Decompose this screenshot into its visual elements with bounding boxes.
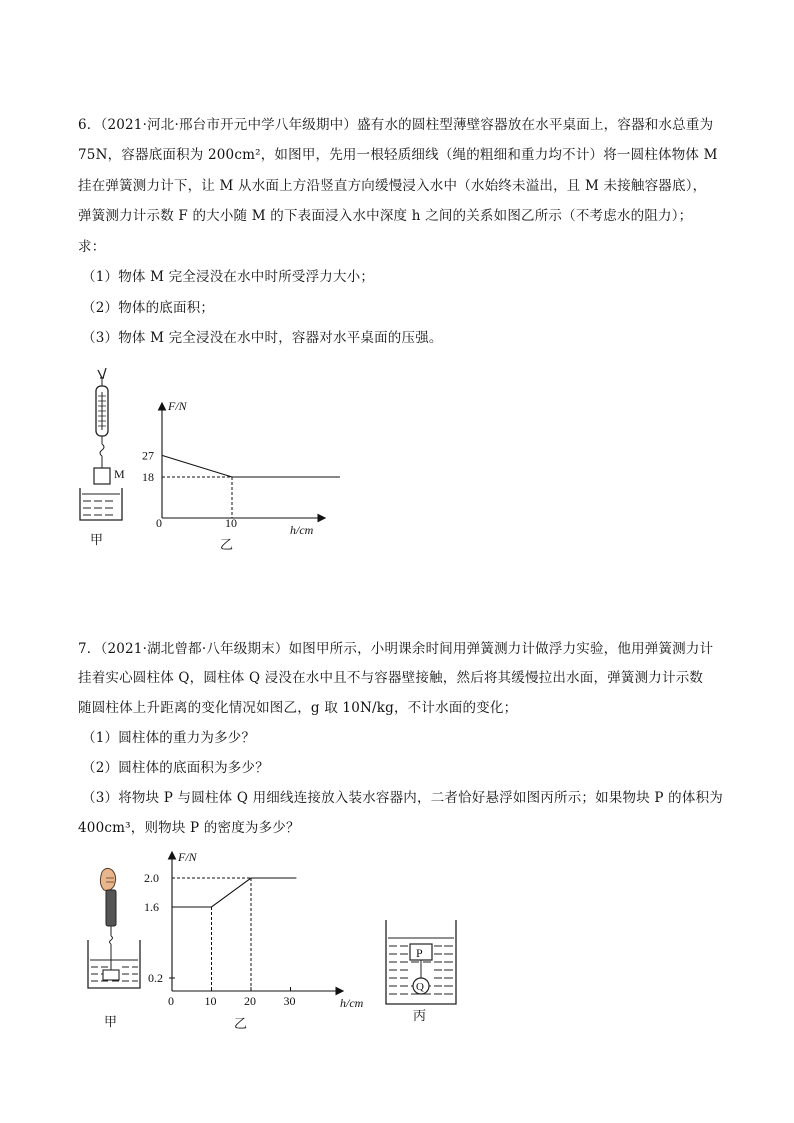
x-tick-30: 30 [283,994,296,1008]
block-p-label: P [416,946,423,960]
y-axis-label: F/N [178,850,197,864]
x-tick-10: 10 [204,994,217,1008]
q7-sub-2: （2）圆柱体的底面积为多少？ [82,760,269,776]
block-m [94,468,110,484]
origin-label: 0 [156,516,162,530]
q7-chart-yi [142,843,378,1033]
water-container [80,488,122,520]
q6-line-2: 75N，容器底面积为 200cm²，如图甲，先用一根轻质细线（绳的粗细和重力均不计）将一圆柱体物体 M [78,147,718,163]
q6-chart-yi [140,392,340,557]
q7-sub-1: （1）圆柱体的重力为多少？ [82,730,256,746]
q6-line-4: 弹簧测力计示数 F 的大小随 M 的下表面浸入水中深度 h 之间的关系如图乙所示（不考虑水的阻力）； [78,208,693,224]
q6-sub-3: （3）物体 M 完全浸没在水中时，容器对水平桌面的压强。 [82,330,443,346]
q6-line-1: 6．（2021·河北·邢台市开元中学八年级期中）盛有水的圆柱型薄壁容器放在水平桌面上，容器和水总重为 [78,117,714,133]
q7-line-3: 随圆柱体上升距离的变化情况如图乙，g 取 10N/kg，不计水面的变化； [78,700,518,716]
water-container [88,940,140,988]
cylinder-q [103,970,119,980]
chart-caption: 乙 [220,537,234,552]
q6-line-3: 挂在弹簧测力计下，让 M 从水面上方沿竖直方向缓慢浸入水中（水始终未溢出，且 M 未接触容器底）， [78,178,707,194]
q6-sub-1: （1）物体 M 完全浸没在水中时所受浮力大小； [82,269,375,285]
q7-figure-jia-caption: 甲 [104,1014,118,1029]
data-line-f [172,878,296,907]
y-tick-18: 18 [142,470,154,484]
block-m-label: M [114,467,125,481]
q7-line-2: 挂着实心圆柱体 Q，圆柱体 Q 浸没在水中且不与容器壁接触，然后将其缓慢拉出水面，弹簧测力计示数 [78,670,704,686]
hand-holding-scale-icon [100,868,116,970]
y-tick-27: 27 [142,448,154,463]
chart-caption: 乙 [234,1016,248,1031]
q7-figure-jia [82,866,150,1031]
y-tick-1-6: 1.6 [144,900,159,914]
q7-sub-3: （3）将物块 P 与圆柱体 Q 用细线连接放入装水容器内，二者恰好悬浮如图丙所示；如果物块 P 的体积为 [82,790,723,806]
x-tick-10: 10 [225,516,237,530]
q7-figure-bing [380,914,462,1026]
x-axis-label: h/cm [290,523,314,537]
q6-sub-2: （2）物体的底面积； [82,300,215,316]
y-tick-0-2: 0.2 [148,971,163,985]
q6-figure-jia-caption: 甲 [90,532,104,547]
cylinder-q-label: Q [416,981,424,993]
y-tick-2-0: 2.0 [144,871,159,885]
spring-scale-icon [96,368,108,468]
q6-figure-jia [70,364,140,554]
x-tick-20: 20 [244,994,256,1008]
x-axis-label: h/cm [340,996,364,1010]
q6-line-5: 求： [78,239,106,255]
q7-line-1: 7．（2021·湖北曾都·八年级期末）如图甲所示，小明课余时间用弹簧测力计做浮力实验，他用弹簧测力计 [78,641,714,657]
q7-figure-bing-caption: 丙 [413,1008,427,1023]
origin-label: 0 [168,994,174,1008]
data-line-f [162,455,340,477]
q7-sub-3-cont: 400cm³，则物块 P 的密度为多少？ [78,820,300,836]
y-axis-label: F/N [168,399,187,413]
